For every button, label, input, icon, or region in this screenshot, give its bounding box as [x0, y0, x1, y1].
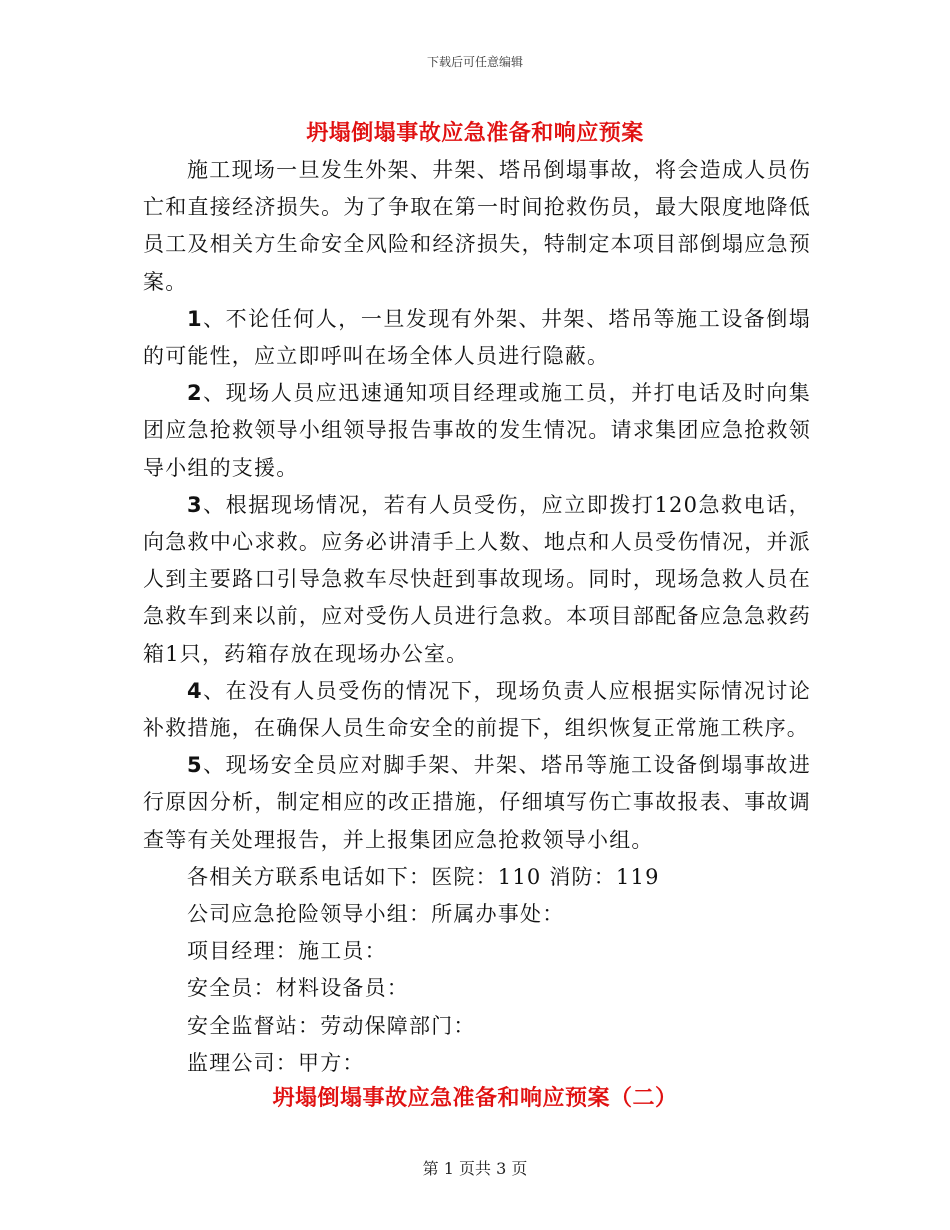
section-title-2: 坍塌倒塌事故应急准备和响应预案（二） [272, 1085, 678, 1111]
item-number: 1 [187, 306, 203, 331]
document-body [143, 152, 811, 1082]
item-number: 3 [187, 492, 203, 517]
numbered-item-2 [143, 375, 811, 487]
contact-line-supervision-station: 安全监督站：劳动保障部门： [187, 1013, 476, 1038]
contact-line-project-manager: 项目经理：施工员： [187, 939, 387, 964]
item-text: 、现场安全员应对脚手架、井架、塔吊等施工设备倒塌事故进行原因分析，制定相应的改正措施，仔细填写伤亡事故报表、事故调查等有关处理报告，并上报集团应急抢救领导小组。 [143, 753, 811, 852]
contact-line-safety-officer: 安全员：材料设备员： [187, 976, 409, 1001]
numbered-item-4 [143, 673, 811, 747]
document-title: 坍塌倒塌事故应急准备和响应预案 [306, 120, 644, 146]
item-text: 、在没有人员受伤的情况下，现场负责人应根据实际情况讨论补救措施，在确保人员生命安全的前提下，组织恢复正常施工秩序。 [143, 678, 811, 741]
item-text: 、根据现场情况，若有人员受伤，应立即拨打120急救电话，向急救中心求救。应务必讲清手上人数、地点和人员受伤情况，并派人到主要路口引导急救车尽快赶到事故现场。同时，现场急救人员在急救车到来以前，应对受伤人员进行急救。本项目部配备应急急救药箱1只，药箱存放在现场办公室。 [143, 492, 811, 666]
contact-line-phones: 各相关方联系电话如下：医院：110 消防：119 [187, 864, 660, 889]
page-footer: 第 1 页共 3 页 [422, 1159, 528, 1178]
contact-line-leadership: 公司应急抢险领导小组：所属办事处： [187, 902, 565, 927]
item-text: 、不论任何人，一旦发现有外架、井架、塔吊等施工设备倒塌的可能性，应立即呼叫在场全体人员进行隐蔽。 [143, 306, 811, 369]
intro-paragraph: 施工现场一旦发生外架、井架、塔吊倒塌事故，将会造成人员伤亡和直接经济损失。为了争取在第一时间抢救伤员，最大限度地降低员工及相关方生命安全风险和经济损失，特制定本项目部倒塌应急预案。 [143, 158, 811, 294]
numbered-item-5 [143, 747, 811, 859]
item-text: 、现场人员应迅速通知项目经理或施工员，并打电话及时向集团应急抢救领导小组领导报告事故的发生情况。请求集团应急抢救领导小组的支援。 [143, 381, 811, 480]
numbered-item-3 [143, 487, 811, 673]
item-number: 2 [187, 381, 203, 406]
page-header-note: 下载后可任意编辑 [426, 55, 523, 69]
item-number: 4 [187, 678, 203, 703]
numbered-item-1 [143, 301, 811, 375]
contact-line-supervisor-company: 监理公司：甲方： [187, 1050, 365, 1075]
item-number: 5 [187, 753, 203, 778]
